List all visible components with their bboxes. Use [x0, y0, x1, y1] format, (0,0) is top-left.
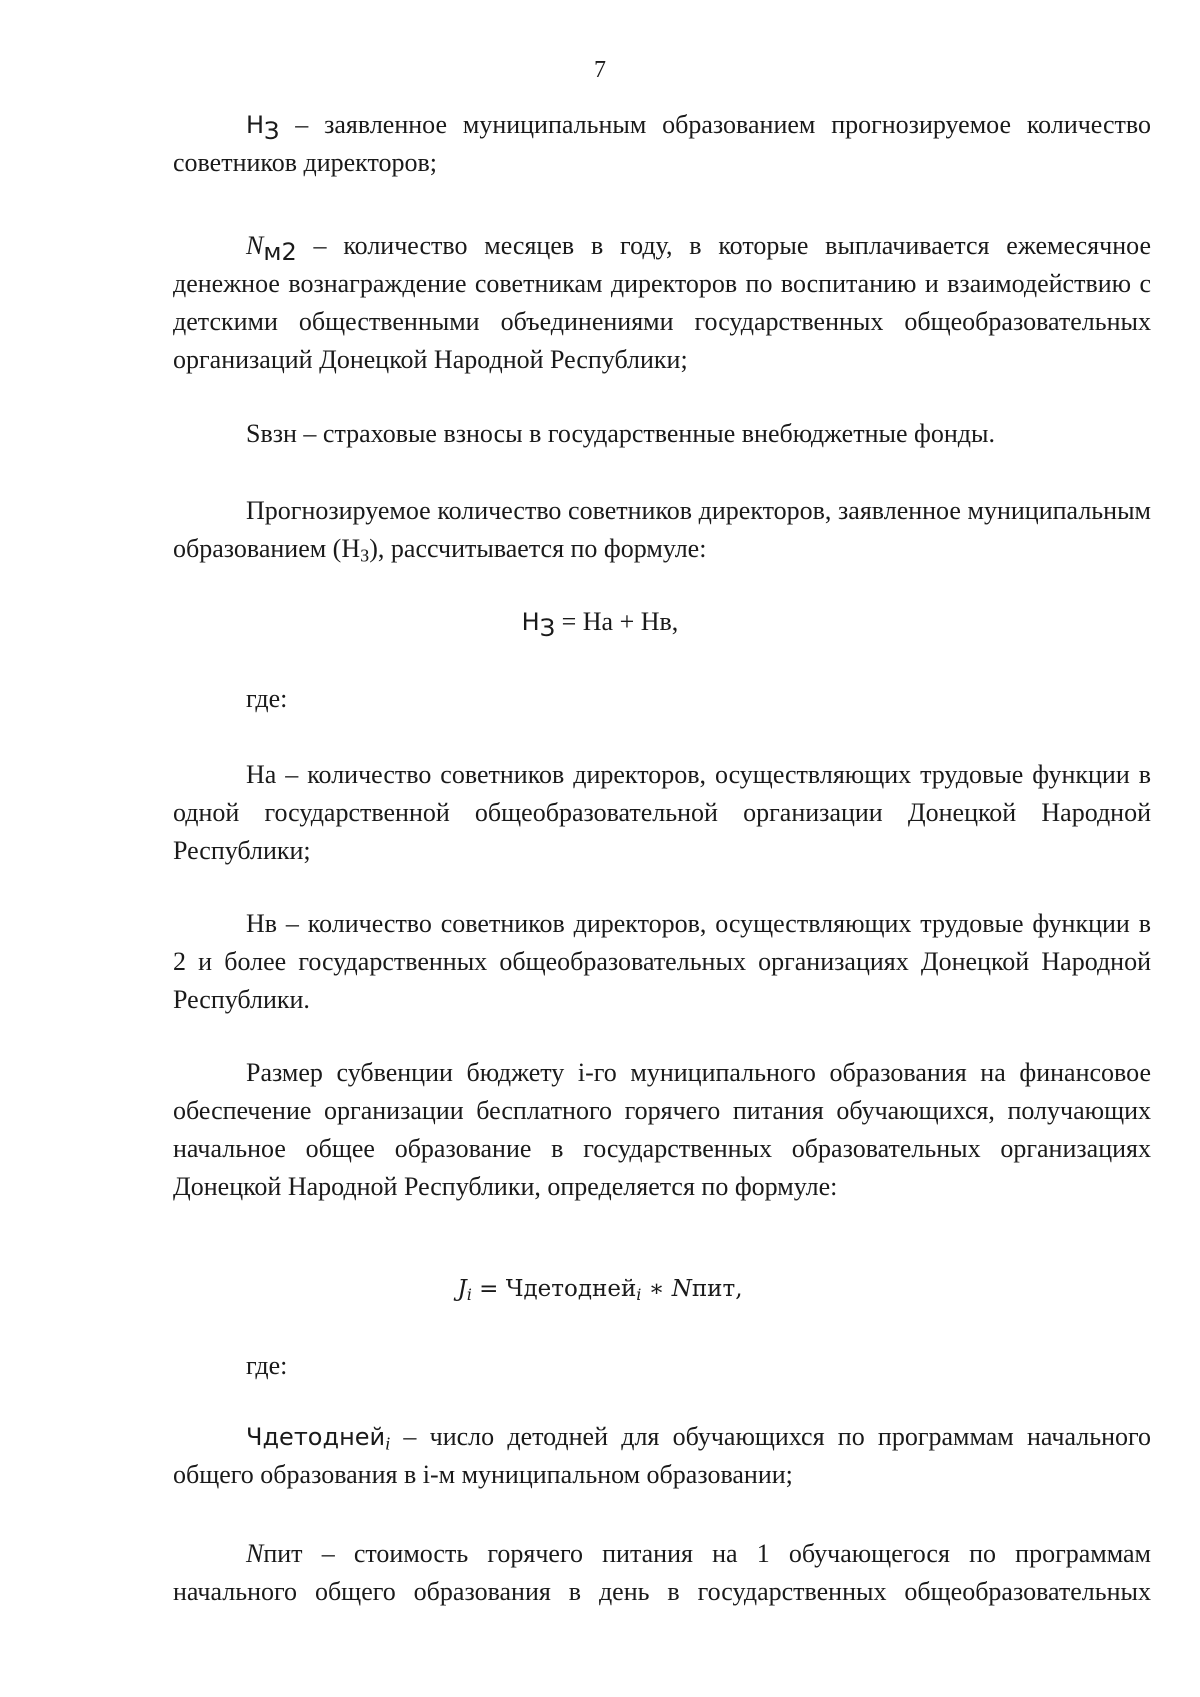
definition-nm2 — [173, 227, 1151, 379]
formula-j-symbol: J — [457, 1276, 467, 1302]
formula-n-rest: пит, — [691, 1276, 743, 1302]
page-number: 7 — [594, 57, 606, 83]
definition-svzn: Sвзн – страховые взносы в государственные внебюджетные фонды. — [246, 419, 995, 448]
symbol-nz: Н — [246, 111, 265, 139]
definition-nv: Нв – количество советников директоров, осуществляющих трудовые функции в 2 и более государственных общеобразовательных организациях Донецкой Народной Республики. — [173, 909, 1151, 1014]
definition-nz — [173, 106, 1151, 182]
definition-chdetodney-text: – число детодней для обучающихся по программам начального общего образования в i-м муниципальном образовании; — [173, 1422, 1151, 1489]
definition-npit-text: пит – стоимость горячего питания на 1 обучающегося по программам начального общего образования в день в государственных общеобразовательных — [173, 1539, 1151, 1606]
formula-ch-subscript: i — [636, 1285, 642, 1305]
definition-na: На – количество советников директоров, осуществляющих трудовые функции в одной государственной общеобразовательной организации Донецкой Народной Республики; — [173, 760, 1151, 865]
definition-chdetodney — [173, 1418, 1151, 1494]
paragraph-nz-text-a: Прогнозируемое количество советников директоров, заявленное муниципальным образованием (Н — [173, 496, 1151, 563]
symbol-nz-subscript: З — [264, 117, 280, 145]
symbol-chdetodney: Чдетодней — [246, 1423, 386, 1451]
symbol-nm2: N — [246, 231, 264, 260]
formula-n-symbol: N — [671, 1276, 692, 1302]
paragraph-nz-text-b: ), рассчитывается по формуле: — [369, 534, 707, 563]
definition-nz-text: – заявленное муниципальным образованием прогнозируемое количество советников директоров; — [173, 110, 1151, 177]
symbol-nm2-subscript: м2 — [263, 238, 297, 266]
formula-nz-subscript: З — [539, 614, 556, 642]
paragraph-nz-subscript: З — [360, 545, 370, 566]
formula-j — [0, 1270, 1200, 1308]
symbol-chdetodney-subscript: i — [385, 1433, 391, 1454]
symbol-npit: N — [246, 1539, 264, 1568]
formula-j-subscript: i — [466, 1285, 472, 1305]
formula-j-multiply: ∗ — [641, 1276, 672, 1302]
where-label-2: где: — [246, 1351, 288, 1380]
formula-nz-symbol: Н — [521, 608, 540, 636]
where-label-1: где: — [246, 684, 288, 713]
paragraph-subvention: Размер субвенции бюджету i-го муниципального образования на финансовое обеспечение организации бесплатного горячего питания обучающихся, получающих начальное общее образование в государственных образовательных организациях Донецкой Народной Республики, определяется по формуле: — [173, 1058, 1151, 1201]
paragraph-nz-formula-intro — [173, 492, 1151, 568]
formula-nz-rhs: = На + Нв, — [555, 607, 679, 636]
definition-nm2-text: – количество месяцев в году, в которые выплачивается ежемесячное денежное вознаграждение советникам директоров по воспитанию и взаимодействию с детскими общественными объединениями государственных общеобразовательных организаций Донецкой Народной Республики; — [173, 231, 1151, 374]
formula-nz — [0, 603, 1200, 641]
definition-npit — [173, 1535, 1151, 1611]
formula-j-equals: = Чдетодней — [471, 1276, 637, 1302]
